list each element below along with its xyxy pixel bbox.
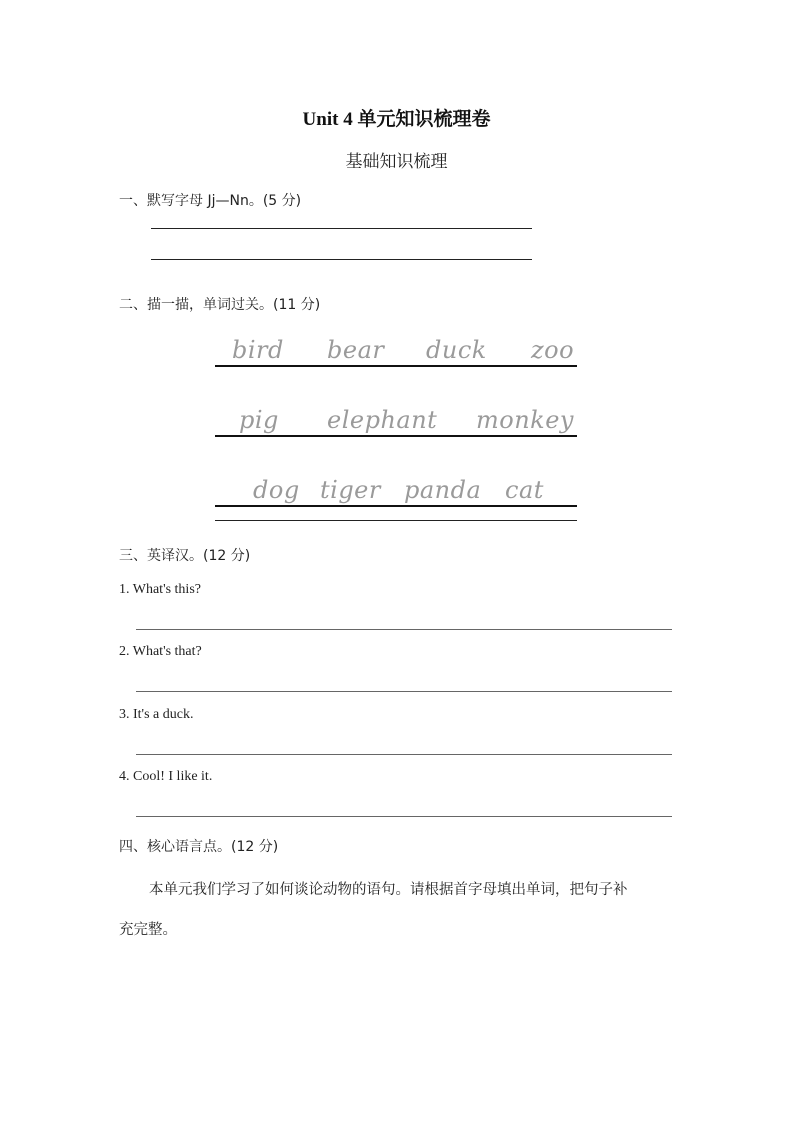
question-2: 2. What's that? (119, 644, 202, 659)
question-1: 1. What's this? (119, 582, 201, 597)
trace-word: tiger (320, 476, 381, 504)
section4-heading: 四、核心语言点。(12 分) (119, 839, 279, 855)
writing-baseline-1 (215, 365, 577, 367)
trace-word: duck (426, 336, 487, 364)
trace-word: bear (327, 336, 385, 364)
question-4: 4. Cool! I like it. (119, 769, 213, 784)
trace-word: monkey (476, 406, 574, 434)
writing-bottom-line (215, 520, 577, 521)
answer-line-q1[interactable] (136, 629, 672, 630)
page-title: Unit 4 单元知识梳理卷 (302, 109, 491, 130)
trace-word: zoo (531, 336, 575, 364)
answer-line-q2[interactable] (136, 691, 672, 692)
answer-line-q3[interactable] (136, 754, 672, 755)
trace-word: pig (239, 406, 279, 434)
instruction-text: 本单元我们学习了如何谈论动物的语句。请根据首字母填出单词，把句子补 (149, 882, 628, 898)
trace-word: elephant (327, 406, 438, 434)
section3-heading: 三、英译汉。(12 分) (119, 548, 251, 564)
writing-baseline-3 (215, 505, 577, 507)
answer-line-q4[interactable] (136, 816, 672, 817)
instruction-text-continued: 充完整。 (119, 922, 177, 938)
section1-heading: 一、默写字母 Jj—Nn。(5 分) (119, 193, 302, 209)
writing-baseline-2 (215, 435, 577, 437)
trace-word: dog (253, 476, 300, 504)
question-3: 3. It's a duck. (119, 707, 194, 722)
trace-word: cat (505, 476, 544, 504)
answer-line-2[interactable] (151, 259, 532, 260)
trace-word: panda (404, 476, 482, 504)
section2-heading: 二、描一描，单词过关。(11 分) (119, 297, 321, 313)
answer-line-1[interactable] (151, 228, 532, 229)
page-subtitle: 基础知识梳理 (345, 152, 448, 172)
trace-word: bird (232, 336, 284, 364)
